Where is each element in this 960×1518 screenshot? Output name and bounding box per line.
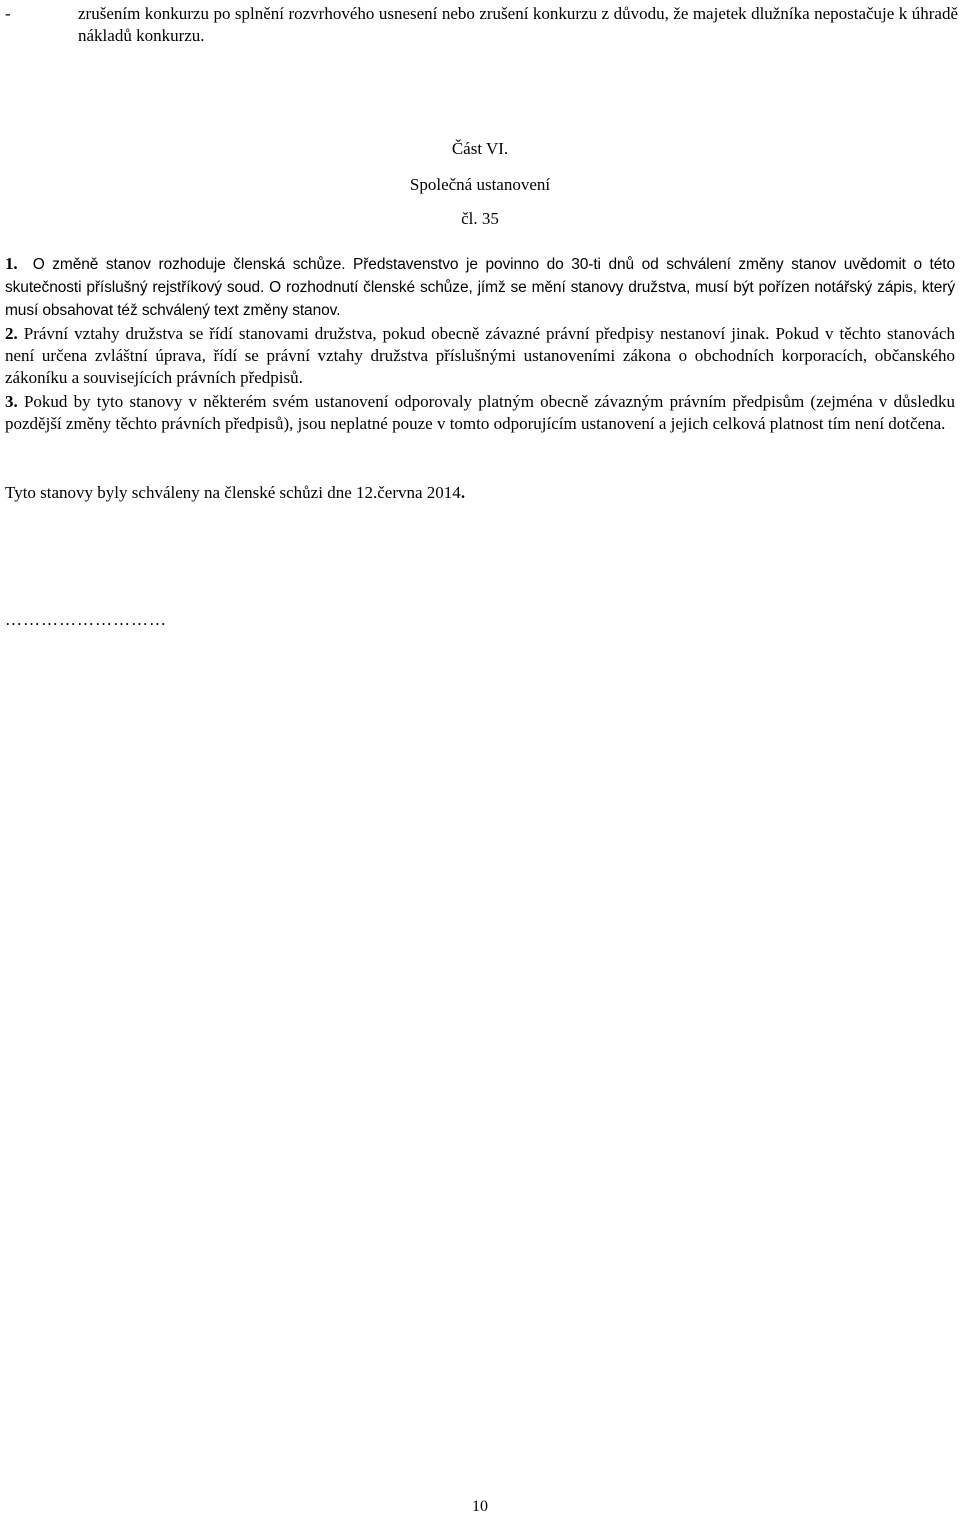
article-number: čl. 35 <box>461 209 499 228</box>
bullet-dash: - <box>5 4 11 23</box>
page-number: 10 <box>472 1498 488 1515</box>
signature-line: ……………………… <box>5 610 167 629</box>
paragraph-3-number: 3. <box>5 392 18 411</box>
approval-text: Tyto stanovy byly schváleny na členské schůzi dne 12. <box>5 483 378 502</box>
bullet-item <box>5 3 958 47</box>
paragraph-2-number: 2. <box>5 324 18 343</box>
approval-period: . <box>460 483 466 502</box>
paragraph-2-text: Právní vztahy družstva se řídí stanovami družstva, pokud obecně závazné právní předpisy nestanoví jinak. Pokud v těchto stanovách není určena zvláštní úprava, řídí se právní vztahy družstva příslušnými ustanoveními zákona o obchodních korporacích, občanského zákoníku a souvisejících právních předpisů. <box>5 324 955 387</box>
paragraph-3-text: Pokud by tyto stanovy v některém svém ustanovení odporovaly platným obecně závazným právním předpisům (zejména v důsledku pozdější změny těchto právních předpisů), jsou neplatné pouze v tomto odporujícím ustanovení a jejich celková platnost tím není dotčena. <box>5 392 955 433</box>
bullet-text: zrušením konkurzu po splnění rozvrhového usnesení nebo zrušení konkurzu z důvodu, že majetek dlužníka nepostačuje k úhradě nákladů konkurzu. <box>78 4 958 45</box>
paragraph-2 <box>5 323 955 389</box>
paragraph-1-number: 1. <box>5 254 18 273</box>
paragraph-1-text: O změně stanov rozhoduje členská schůze. Představenstvo je povinno do 30-ti dnů od schválení změny stanov uvědomit o této skutečnosti příslušný rejstříkový soud. O rozhodnutí členské schůze, jímž se mění stanovy družstva, musí být pořízen notářský zápis, který musí obsahovat též schválený text změny stanov. <box>5 256 955 319</box>
paragraph-1 <box>5 252 955 322</box>
approval-statement <box>5 482 955 504</box>
paragraph-3 <box>5 391 955 435</box>
part-subtitle: Společná ustanovení <box>409 175 551 194</box>
approval-date: června 2014 <box>377 483 461 502</box>
part-title: Část VI. <box>451 139 509 158</box>
